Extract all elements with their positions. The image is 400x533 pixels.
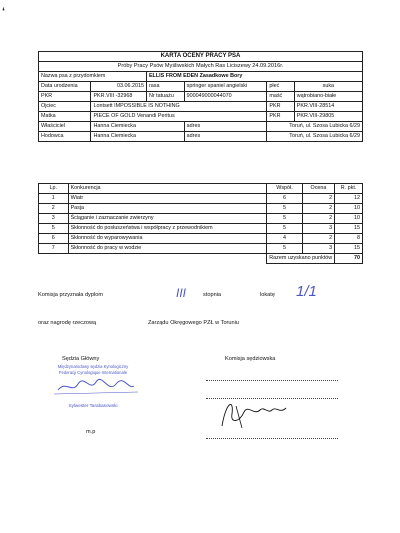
- sire-pkr-value: PKR.VIII-28514: [294, 102, 362, 112]
- row-grade: 3: [302, 224, 334, 234]
- row-coef: 4: [267, 234, 302, 244]
- dob-value: 03.06.2015: [91, 82, 147, 92]
- breeder-addr-value: Toruń, ul. Szosa Lubicka 6/29: [267, 132, 363, 142]
- row-pkr: [39, 92, 363, 102]
- total-value: 70: [335, 254, 363, 264]
- corner-mark: ‘: [2, 6, 6, 18]
- scores-table: [38, 183, 363, 264]
- tattoo-label: Nr tatuażu: [146, 92, 184, 102]
- row-lp: 1: [39, 194, 69, 204]
- card-title: KARTA OCENY PRACY PSA: [39, 52, 363, 62]
- diploma-text: Komisja przyznała dyplom: [38, 292, 103, 298]
- row-points: 10: [335, 214, 363, 224]
- judge-stamp: [38, 364, 148, 424]
- table-row: [39, 234, 363, 244]
- place-label: lokatę: [260, 292, 275, 298]
- table-row: [39, 224, 363, 234]
- row-lp: 5: [39, 224, 69, 234]
- row-coef: 5: [267, 204, 302, 214]
- table-row: [39, 244, 363, 254]
- row-points: 15: [335, 224, 363, 234]
- sire-value: Lontsett IMPOSSIBLE IS NOTHING: [91, 102, 267, 112]
- pkr-value: PKR.VIII -32968: [91, 92, 147, 102]
- row-dob: [39, 82, 363, 92]
- name-label: Nazwa psa z przydomkiem: [39, 72, 147, 82]
- committee-signature: [214, 392, 294, 432]
- table-row: [39, 204, 363, 214]
- dog-card-table: [38, 51, 363, 142]
- breeder-value: Hanna Ciemiecka: [91, 132, 184, 142]
- row-grade: 2: [302, 204, 334, 214]
- row-lp: 2: [39, 204, 69, 214]
- row-coef: 5: [267, 214, 302, 224]
- signature-line-3: [206, 438, 338, 439]
- pkr-label: PKR: [39, 92, 91, 102]
- judge-signature: [38, 376, 148, 398]
- mp-label: m.p: [86, 429, 96, 435]
- diploma-degree: III: [176, 286, 187, 300]
- tattoo-value: 900049000044070: [184, 92, 267, 102]
- stamp-name: Sylwester Tarabasowski: [68, 403, 118, 408]
- breeder-addr-label: adres: [184, 132, 267, 142]
- dob-label: Data urodzenia: [39, 82, 91, 92]
- signature-line-1: [206, 380, 338, 381]
- degree-label: stopnia: [203, 292, 222, 298]
- dam-pkr-label: PKR: [267, 112, 294, 122]
- row-grade: 3: [302, 244, 334, 254]
- row-competition: Wiatr: [68, 194, 267, 204]
- committee-label: Komisja sędziowska: [225, 356, 276, 362]
- row-grade: 2: [302, 234, 334, 244]
- scores-header: [39, 184, 363, 194]
- table-row: [39, 194, 363, 204]
- row-dam: [39, 112, 363, 122]
- row-points: 10: [335, 204, 363, 214]
- sire-label: Ojciec: [39, 102, 91, 112]
- sex-value: suka: [294, 82, 362, 92]
- table-row: [39, 214, 363, 224]
- header-grade: Ocena: [302, 184, 334, 194]
- stamp-line-2: Federacji Cynologique Internationale: [58, 370, 128, 375]
- card-subtitle: Próby Pracy Psów Myśliwskich Małych Ras Liciszewy 24.09.2016r.: [39, 62, 363, 72]
- color-label: maść: [267, 92, 294, 102]
- stamp-line-1: Międzynarodowy sędzia Kynologiczny: [57, 364, 129, 369]
- chief-judge-label: Sędzia Główny: [62, 356, 100, 362]
- row-sire: [39, 102, 363, 112]
- dam-value: PIECE OF GOLD Venandi Peritus: [91, 112, 267, 122]
- owner-addr-label: adres: [184, 122, 267, 132]
- row-competition: Ściąganie i zaznaczanie zwierzyny: [68, 214, 267, 224]
- row-lp: 3: [39, 214, 69, 224]
- prize-text: oraz nagrodę rzeczową: [38, 320, 97, 326]
- place-value: 1/1: [296, 283, 317, 300]
- row-grade: 2: [302, 214, 334, 224]
- color-value: wątrobiano-białe: [294, 92, 362, 102]
- total-label: Razem uzyskano punktów: [267, 254, 335, 264]
- row-competition: Skłonność do pracy w wodzie: [68, 244, 267, 254]
- row-lp: 6: [39, 234, 69, 244]
- owner-label: Właściciel: [39, 122, 91, 132]
- dam-label: Matka: [39, 112, 91, 122]
- row-points: 15: [335, 244, 363, 254]
- breed-label: rasa: [146, 82, 184, 92]
- row-grade: 2: [302, 194, 334, 204]
- owner-value: Hanna Ciemiecka: [91, 122, 184, 132]
- row-lp: 7: [39, 244, 69, 254]
- row-competition: Skłonność do wyparowywania: [68, 234, 267, 244]
- breed-value: springer spaniel angielski: [184, 82, 267, 92]
- header-points: R. pkt.: [335, 184, 363, 194]
- owner-addr-value: Toruń, ul. Szosa Lubicka 6/29: [267, 122, 363, 132]
- header-coef: Współ.: [267, 184, 302, 194]
- row-points: 12: [335, 194, 363, 204]
- row-breeder: [39, 132, 363, 142]
- row-coef: 6: [267, 194, 302, 204]
- total-row: [39, 254, 363, 264]
- row-name: [39, 72, 363, 82]
- header-competition: Konkurencja: [68, 184, 267, 194]
- row-coef: 5: [267, 244, 302, 254]
- prize-from: Zarządu Okręgowego PZŁ w Toruniu: [148, 320, 239, 326]
- dam-pkr-value: PKR.VIII-29805: [294, 112, 362, 122]
- header-lp: Lp.: [39, 184, 69, 194]
- sire-pkr-label: PKR: [267, 102, 294, 112]
- row-competition: Pasja: [68, 204, 267, 214]
- breeder-label: Hodowca: [39, 132, 91, 142]
- row-owner: [39, 122, 363, 132]
- row-competition: Skłonność do posłuszeństwa i współpracy z przewodnikiem: [68, 224, 267, 234]
- sex-label: płeć: [267, 82, 294, 92]
- row-coef: 5: [267, 224, 302, 234]
- name-value: ELLIS FROM EDEN Zasadkowe Bory: [146, 72, 362, 82]
- row-points: 8: [335, 234, 363, 244]
